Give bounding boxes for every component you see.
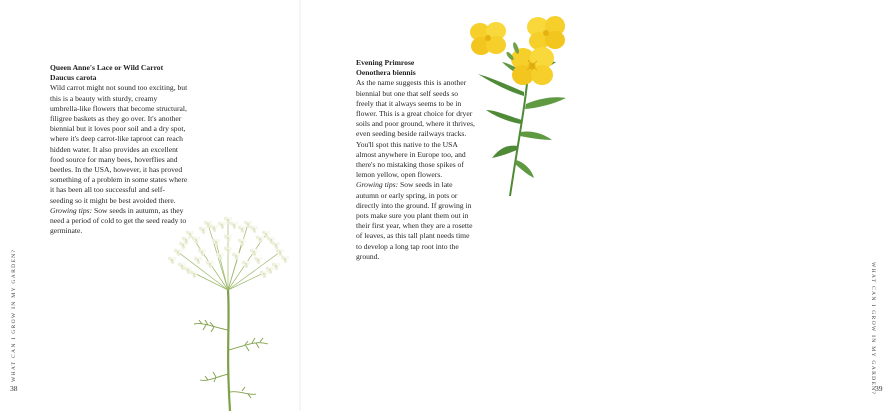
- wild-carrot-entry: [50, 63, 188, 236]
- left-page: [0, 0, 300, 411]
- running-head: WHAT CAN I GROW IN MY GARDEN?: [11, 248, 17, 382]
- running-head: WHAT CAN I GROW IN MY GARDEN?: [870, 262, 876, 396]
- tips-label: Growing tips:: [50, 205, 93, 215]
- evening-primrose-illustration: [466, 12, 572, 196]
- description-text: As the name suggests this is another biennial but one that self seeds so freely that it always seems to be in flower. This is a great choice for dryer soils and poor ground, where it thrives, even seeding beside railways tracks. You'll spot this native to the USA almost anywhere in Europe too, and there's no mistaking those spikes of lemon yellow, open flowers.: [356, 78, 475, 180]
- tips-label: Growing tips:: [356, 180, 399, 190]
- tips-text: Sow seeds in autumn, as they need a period of cold to get the seed ready to germinate.: [50, 205, 187, 236]
- tips-text: Sow seeds in late autumn or early spring, in pots or directly into the ground. If growing in pots make sure you plant them out in their first year, when they are a rosette of leaves, as this tall plant needs time to develop a long tap root into the ground.: [356, 180, 473, 261]
- description-text: Wild carrot might not sound too exciting, but this is a beauty with sturdy, creamy umbrella-like flowers that become structural, filigree baskets as they go over. It's another biennial but it loves poor soil and a dry spot, where it's deep carrot-like taproot can reach hidden water. It also provides an excellent food source for many bees, hoverflies and beetles. In the USA, however, it has proved something of a problem in some states where it has been all too successful and self-seeding so it might be best avoided there.: [50, 83, 188, 205]
- plant-name: Evening Primrose: [356, 58, 415, 67]
- page-number: 39: [875, 384, 883, 393]
- page-number: 38: [10, 384, 18, 393]
- latin-name: Daucus carota: [50, 73, 97, 83]
- latin-name: Oenothera biennis: [356, 68, 416, 78]
- evening-primrose-entry: [356, 58, 476, 262]
- plant-name: Queen Anne's Lace or Wild Carrot: [50, 63, 164, 72]
- wild-carrot-illustration: [158, 212, 293, 411]
- description: [356, 78, 476, 262]
